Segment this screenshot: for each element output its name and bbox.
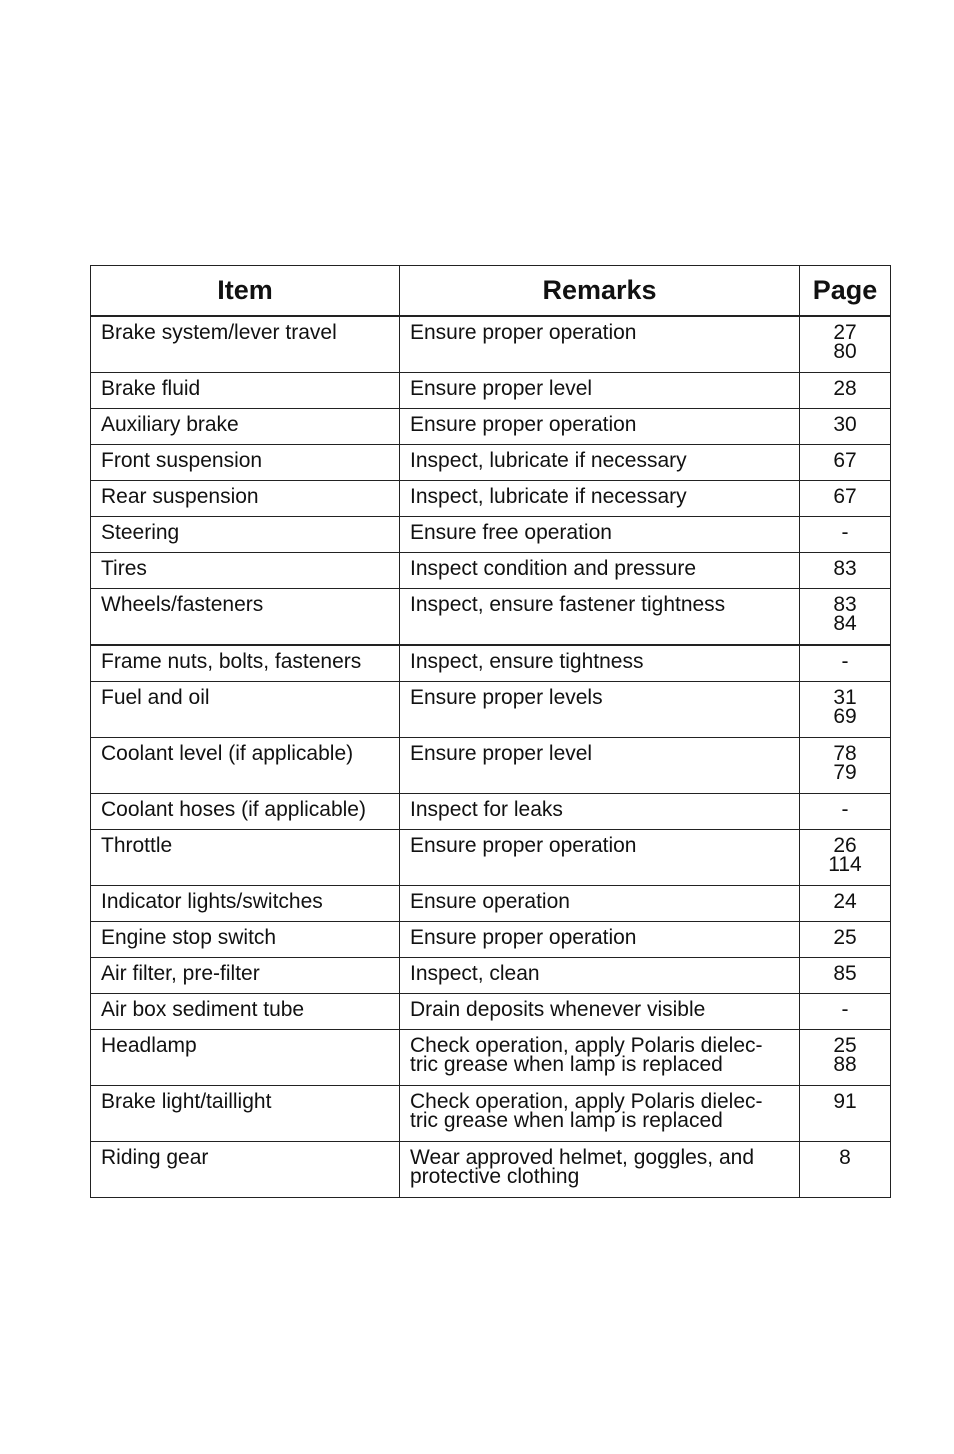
page-number: 27 — [833, 321, 857, 344]
remarks-line: Inspect, clean — [410, 962, 540, 985]
remarks-cell — [400, 409, 800, 445]
table-row — [91, 1086, 891, 1142]
page-number: 31 — [833, 686, 857, 709]
table-row — [91, 738, 891, 794]
remarks-line: tric grease when lamp is replaced — [410, 1053, 723, 1076]
table-row — [91, 589, 891, 646]
remarks-cell — [400, 553, 800, 589]
page-cell — [800, 994, 891, 1030]
header-remarks: Remarks — [400, 266, 800, 317]
item-cell: Coolant level (if applicable) — [91, 738, 400, 794]
remarks-line: Inspect condition and pressure — [410, 557, 697, 580]
table-row — [91, 409, 891, 445]
remarks-cell — [400, 794, 800, 830]
remarks-cell — [400, 1142, 800, 1198]
table-row — [91, 886, 891, 922]
item-cell: Auxiliary brake — [91, 409, 400, 445]
page-number: - — [841, 650, 849, 673]
remarks-cell — [400, 886, 800, 922]
table-row — [91, 1142, 891, 1198]
remarks-cell — [400, 830, 800, 886]
table-row — [91, 517, 891, 553]
table-row — [91, 373, 891, 409]
page-cell — [800, 553, 891, 589]
remarks-line: protective clothing — [410, 1165, 580, 1188]
item-cell: Coolant hoses (if applicable) — [91, 794, 400, 830]
item-cell: Engine stop switch — [91, 922, 400, 958]
page-cell — [800, 645, 891, 682]
page-number: 28 — [833, 377, 857, 400]
page-cell — [800, 958, 891, 994]
pre-ride-inspection-table — [90, 265, 891, 1198]
remarks-line: Ensure proper level — [410, 377, 593, 400]
page-number: - — [841, 798, 849, 821]
remarks-cell — [400, 481, 800, 517]
page-number: 67 — [833, 449, 857, 472]
item-cell: Front suspension — [91, 445, 400, 481]
page-cell — [800, 373, 891, 409]
item-cell: Brake fluid — [91, 373, 400, 409]
page-cell — [800, 589, 891, 646]
header-item: Item — [91, 266, 400, 317]
item-cell: Rear suspension — [91, 481, 400, 517]
remarks-cell — [400, 517, 800, 553]
remarks-cell — [400, 994, 800, 1030]
table-row — [91, 1030, 891, 1086]
remarks-line: Inspect, lubricate if necessary — [410, 485, 687, 508]
table-row — [91, 958, 891, 994]
table-row — [91, 481, 891, 517]
table-body — [91, 316, 891, 1198]
remarks-line: tric grease when lamp is replaced — [410, 1109, 723, 1132]
page-cell — [800, 830, 891, 886]
item-cell: Air filter, pre-filter — [91, 958, 400, 994]
header-row — [91, 266, 891, 317]
remarks-cell — [400, 645, 800, 682]
page-number: 80 — [833, 340, 857, 363]
remarks-cell — [400, 922, 800, 958]
table-row — [91, 445, 891, 481]
table-row — [91, 553, 891, 589]
page-cell — [800, 517, 891, 553]
page-cell — [800, 682, 891, 738]
page-number: 25 — [833, 1034, 857, 1057]
page-number: 24 — [833, 890, 857, 913]
table-row — [91, 994, 891, 1030]
item-cell: Steering — [91, 517, 400, 553]
page-number: 25 — [833, 926, 857, 949]
page-number: 84 — [833, 612, 857, 635]
page-cell — [800, 409, 891, 445]
remarks-line: Ensure proper levels — [410, 686, 603, 709]
remarks-line: Inspect for leaks — [410, 798, 563, 821]
page-number: 69 — [833, 705, 857, 728]
table-row — [91, 645, 891, 682]
item-cell: Brake light/taillight — [91, 1086, 400, 1142]
item-cell: Fuel and oil — [91, 682, 400, 738]
remarks-line: Ensure proper operation — [410, 413, 637, 436]
page-cell — [800, 1086, 891, 1142]
remarks-line: Check operation, apply Polaris dielec- — [410, 1090, 763, 1113]
remarks-cell — [400, 445, 800, 481]
remarks-line: Ensure proper operation — [410, 834, 637, 857]
remarks-line: Inspect, ensure tightness — [410, 650, 644, 673]
page-number: 79 — [833, 761, 857, 784]
page-number: 83 — [833, 557, 857, 580]
page-number: 30 — [833, 413, 857, 436]
item-cell: Brake system/lever travel — [91, 316, 400, 373]
remarks-line: Wear approved helmet, goggles, and — [410, 1146, 754, 1169]
remarks-line: Ensure proper operation — [410, 321, 637, 344]
page-number: 85 — [833, 962, 857, 985]
remarks-cell — [400, 958, 800, 994]
item-cell: Throttle — [91, 830, 400, 886]
table-row — [91, 922, 891, 958]
item-cell: Tires — [91, 553, 400, 589]
item-cell: Headlamp — [91, 1030, 400, 1086]
page-cell — [800, 481, 891, 517]
page-cell — [800, 445, 891, 481]
remarks-line: Check operation, apply Polaris dielec- — [410, 1034, 763, 1057]
remarks-line: Ensure proper operation — [410, 926, 637, 949]
item-cell: Riding gear — [91, 1142, 400, 1198]
table-row — [91, 682, 891, 738]
page-number: 88 — [833, 1053, 857, 1076]
page-number: 91 — [833, 1090, 857, 1113]
table-row — [91, 316, 891, 373]
page-cell — [800, 794, 891, 830]
remarks-cell — [400, 1086, 800, 1142]
remarks-line: Ensure operation — [410, 890, 570, 913]
page-number: 78 — [833, 742, 857, 765]
item-cell: Air box sediment tube — [91, 994, 400, 1030]
remarks-cell — [400, 682, 800, 738]
header-page: Page — [800, 266, 891, 317]
page-number: 83 — [833, 593, 857, 616]
item-cell: Indicator lights/switches — [91, 886, 400, 922]
page-cell — [800, 1030, 891, 1086]
remarks-line: Inspect, lubricate if necessary — [410, 449, 687, 472]
page-number: 67 — [833, 485, 857, 508]
page-cell — [800, 316, 891, 373]
page-number: 8 — [839, 1146, 851, 1169]
page-number: - — [841, 521, 849, 544]
page-cell — [800, 922, 891, 958]
page-number: 114 — [828, 853, 862, 876]
page-cell — [800, 738, 891, 794]
remarks-line: Ensure proper level — [410, 742, 593, 765]
page-cell — [800, 886, 891, 922]
remarks-cell — [400, 1030, 800, 1086]
page-number: 26 — [833, 834, 857, 857]
remarks-cell — [400, 589, 800, 646]
table-row — [91, 794, 891, 830]
item-cell: Frame nuts, bolts, fasteners — [91, 645, 400, 682]
table-row — [91, 830, 891, 886]
remarks-line: Inspect, ensure fastener tightness — [410, 593, 726, 616]
remarks-cell — [400, 316, 800, 373]
page-number: - — [841, 998, 849, 1021]
table-header — [91, 266, 891, 317]
remarks-cell — [400, 373, 800, 409]
remarks-line: Ensure free operation — [410, 521, 612, 544]
remarks-cell — [400, 738, 800, 794]
remarks-line: Drain deposits whenever visible — [410, 998, 706, 1021]
page-cell — [800, 1142, 891, 1198]
item-cell: Wheels/fasteners — [91, 589, 400, 646]
